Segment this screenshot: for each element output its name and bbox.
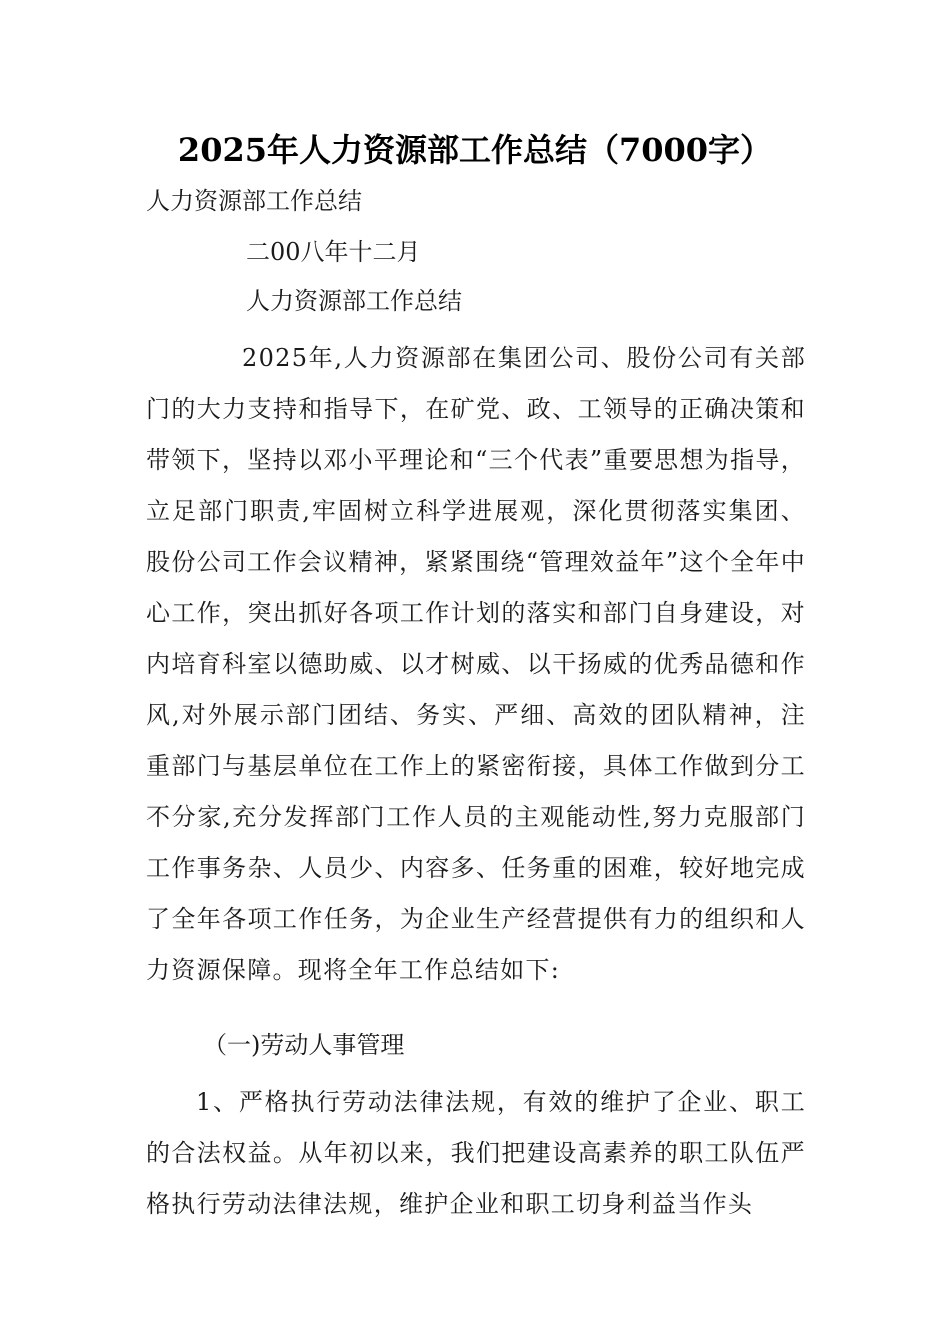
document-title: 2025年人力资源部工作总结（7000字） bbox=[177, 131, 773, 169]
date-line: 二00八年十二月 bbox=[246, 238, 421, 266]
paragraph-intro: 2025年,人力资源部在集团公司、股份公司有关部门的大力支持和指导下，在矿党、政、工领导的正确决策和带领下，坚持以邓小平理论和“三个代表”重要思想为指导，立足部门职责,牢固树立科学进展观，深化贯彻落实集团、股份公司工作会议精神，紧紧围绕“管理效益年”这个全年中心工作，突出抓好各项工作计划的落实和部门自身建设，对内培育科室以德助威、以才树威、以干扬威的优秀品德和作风,对外展示部门团结、务实、严细、高效的团队精神，注重部门与基层单位在工作上的紧密衔接，具体工作做到分工不分家,充分发挥部门工作人员的主观能动性,努力克服部门工作事务杂、人员少、内容多、任务重的困难，较好地完成了全年各项工作任务，为企业生产经营提供有力的组织和人力资源保障。现将全年工作总结如下: bbox=[146, 344, 806, 984]
heading-repeat: 人力资源部工作总结 bbox=[246, 287, 462, 315]
document-subtitle: 人力资源部工作总结 bbox=[146, 187, 362, 215]
paragraph-labor-law: 1、严格执行劳动法律法规，有效的维护了企业、职工的合法权益。从年初以来，我们把建设高素养的职工队伍严格执行劳动法律法规，维护企业和职工切身利益当作头 bbox=[146, 1088, 806, 1218]
section-heading-labor: （一)劳动人事管理 bbox=[203, 1031, 405, 1059]
